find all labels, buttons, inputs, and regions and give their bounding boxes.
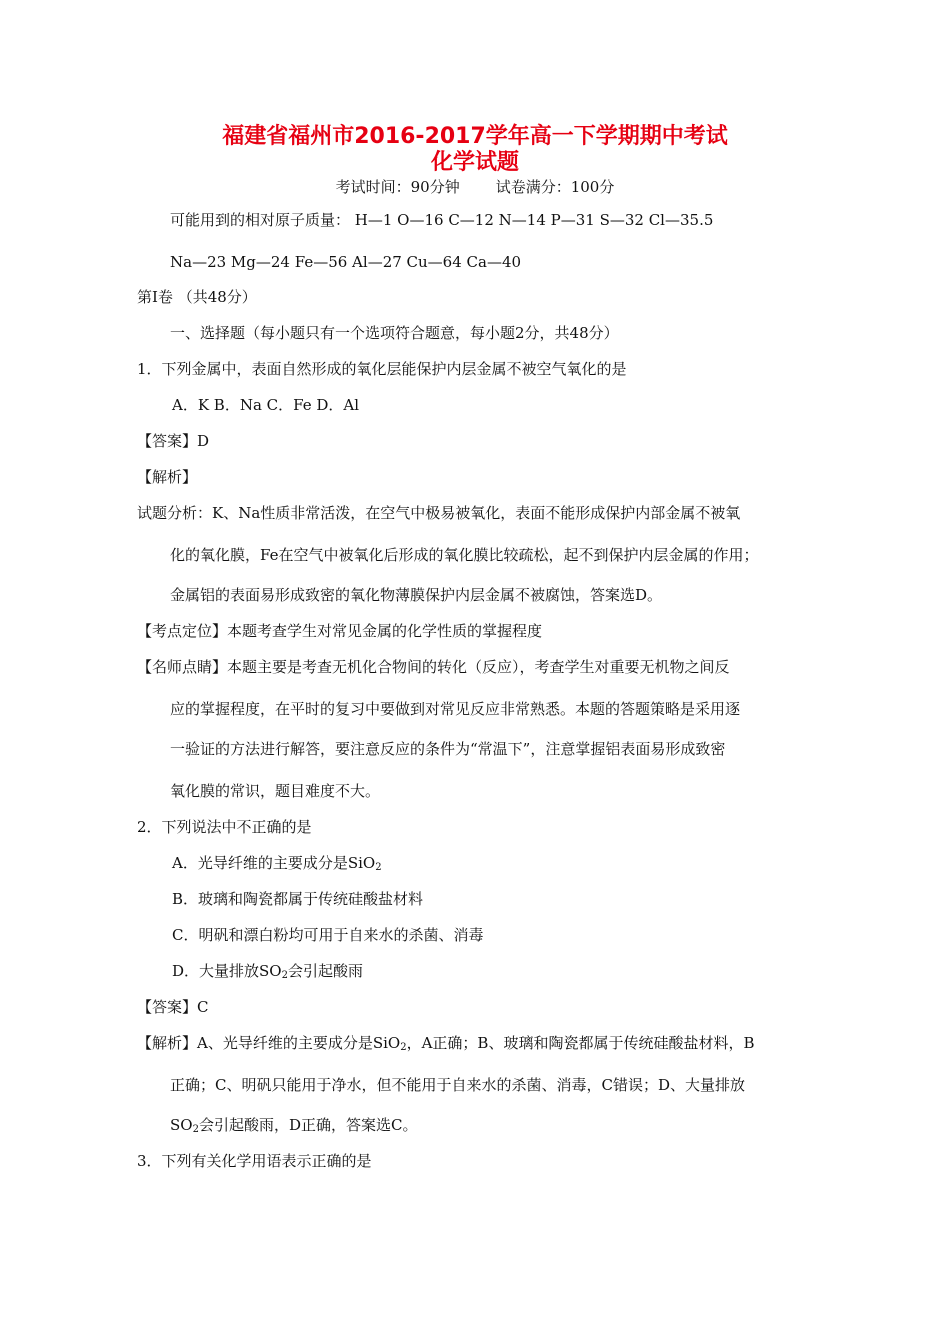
q1-kaodian: 【考点定位】本题考查学生对常见金属的化学性质的掌握程度 — [137, 622, 543, 640]
q1-answer: 【答案】D — [137, 432, 210, 450]
q2-option-b: B．玻璃和陶瓷都属于传统硅酸盐材料 — [172, 890, 424, 908]
part-heading: 一、选择题（每小题只有一个选项符合题意，每小题2分，共48分） — [170, 324, 619, 342]
volume-heading: 第Ⅰ卷 （共48分） — [137, 288, 257, 306]
atomic-masses-line-1: 可能用到的相对原子质量： H—1 O—16 C—12 N—14 P—31 S—32 Cl—35.5 — [170, 211, 714, 229]
q2-stem: 2．下列说法中不正确的是 — [137, 818, 312, 836]
q2-answer: 【答案】C — [137, 998, 209, 1016]
page-title: 福建省福州市2016-2017学年高一下学期期中考试 — [222, 124, 728, 149]
q2-option-a: A．光导纤维的主要成分是SiO$_2$ — [172, 854, 382, 873]
q1-mingshi-line-2: 应的掌握程度，在平时的复习中要做到对常见反应非常熟悉。本题的答题策略是采用逐 — [170, 700, 741, 718]
q1-mingshi-line-1: 【名师点睛】本题主要是考查无机化合物间的转化（反应），考查学生对重要无机物之间反 — [137, 658, 730, 676]
q1-analysis-line-1: 试题分析：K、Na性质非常活泼，在空气中极易被氧化，表面不能形成保护内部金属不被氧 — [137, 504, 741, 522]
atomic-masses-line-2: Na—23 Mg—24 Fe—56 Al—27 Cu—64 Ca—40 — [170, 253, 522, 271]
page-subtitle: 化学试题 — [430, 150, 519, 175]
q2-analysis-line-2: 正确；C、明矾只能用于净水，但不能用于自来水的杀菌、消毒，C错误；D、大量排放 — [170, 1076, 745, 1094]
q2-option-c: C．明矾和漂白粉均可用于自来水的杀菌、消毒 — [172, 926, 484, 944]
q3-stem: 3．下列有关化学用语表示正确的是 — [137, 1152, 372, 1170]
q1-analysis-line-3: 金属铝的表面易形成致密的氧化物薄膜保护内层金属不被腐蚀，答案选D。 — [170, 586, 663, 604]
q1-analysis-line-2: 化的氧化膜，Fe在空气中被氧化后形成的氧化膜比较疏松，起不到保护内层金属的作用； — [170, 546, 759, 564]
q1-mingshi-line-4: 氧化膜的常识，题目难度不大。 — [170, 782, 381, 800]
exam-info — [0, 177, 950, 197]
exam-time: 考试时间：90分钟 — [335, 178, 460, 196]
q2-analysis-line-1: 【解析】A、光导纤维的主要成分是SiO$_2$，A正确；B、玻璃和陶瓷都属于传统硅酸盐材料，B — [137, 1034, 755, 1053]
exam-score: 试卷满分：100分 — [495, 178, 615, 196]
q1-stem: 1．下列金属中，表面自然形成的氧化层能保护内层金属不被空气氧化的是 — [137, 360, 627, 378]
q1-mingshi-line-3: 一验证的方法进行解答，要注意反应的条件为“常温下”，注意掌握铝表面易形成致密 — [170, 740, 726, 758]
q1-analysis-label: 【解析】 — [137, 468, 198, 486]
q1-options: A．K B．Na C．Fe D．Al — [172, 396, 360, 414]
q2-option-d: D．大量排放$SO_2$会引起酸雨 — [172, 962, 363, 981]
q2-analysis-line-3: $SO_2$会引起酸雨，D正确，答案选C。 — [170, 1116, 418, 1135]
